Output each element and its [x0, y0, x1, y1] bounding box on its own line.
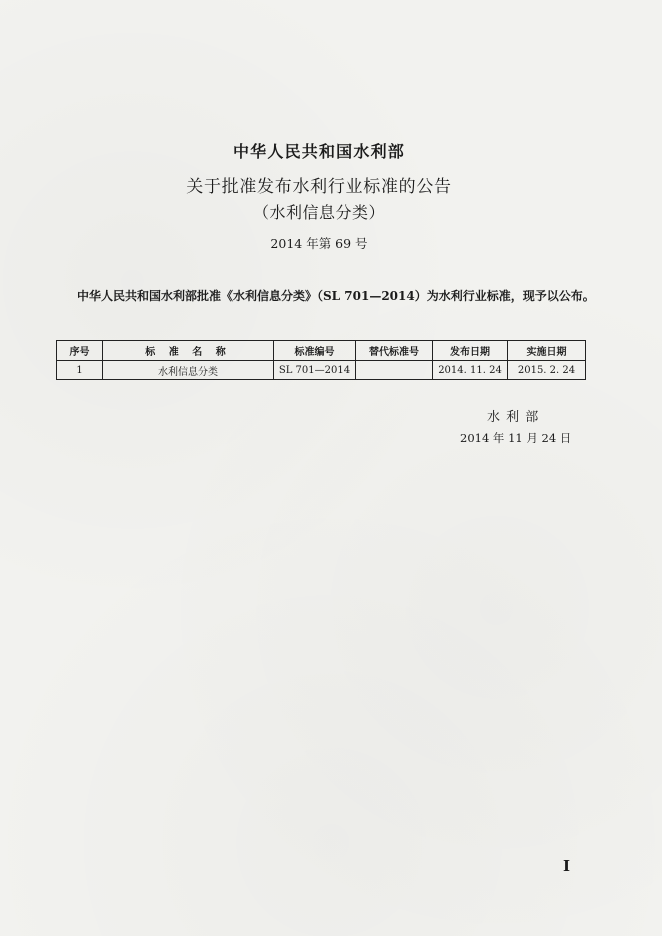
table-row	[57, 361, 586, 380]
column-header-standard-code: 标准编号	[274, 341, 356, 361]
cell-publish-date: 2014. 11. 24	[433, 361, 508, 380]
column-header-replaced-code: 替代标准号	[356, 341, 433, 361]
body-paragraph: 中华人民共和国水利部批准《水利信息分类》（SL 701—2014）为水利行业标准，现予以公布。	[77, 289, 595, 303]
cell-effective-date: 2015. 2. 24	[508, 361, 586, 380]
announcement-title: 关于批准发布水利行业标准的公告	[186, 177, 452, 197]
column-header-effective-date: 实施日期	[508, 341, 586, 361]
signature-organization: 水 利 部	[487, 410, 540, 425]
cell-standard-code: SL 701—2014	[274, 361, 356, 380]
table-header-row	[57, 341, 586, 361]
announcement-number: 2014 年第 69 号	[270, 236, 368, 251]
cell-standard-name: 水利信息分类	[103, 361, 274, 380]
column-header-standard-name: 标 准 名 称	[103, 341, 274, 361]
announcement-subtitle: （水利信息分类）	[252, 203, 385, 222]
column-header-publish-date: 发布日期	[433, 341, 508, 361]
signature-date: 2014 年 11 月 24 日	[460, 431, 572, 445]
cell-replaced-code	[356, 361, 433, 380]
page-number: I	[563, 857, 571, 875]
issuer-heading: 中华人民共和国水利部	[232, 142, 405, 161]
column-header-serial: 序号	[57, 341, 103, 361]
standards-table	[56, 340, 586, 380]
cell-serial: 1	[57, 361, 103, 380]
